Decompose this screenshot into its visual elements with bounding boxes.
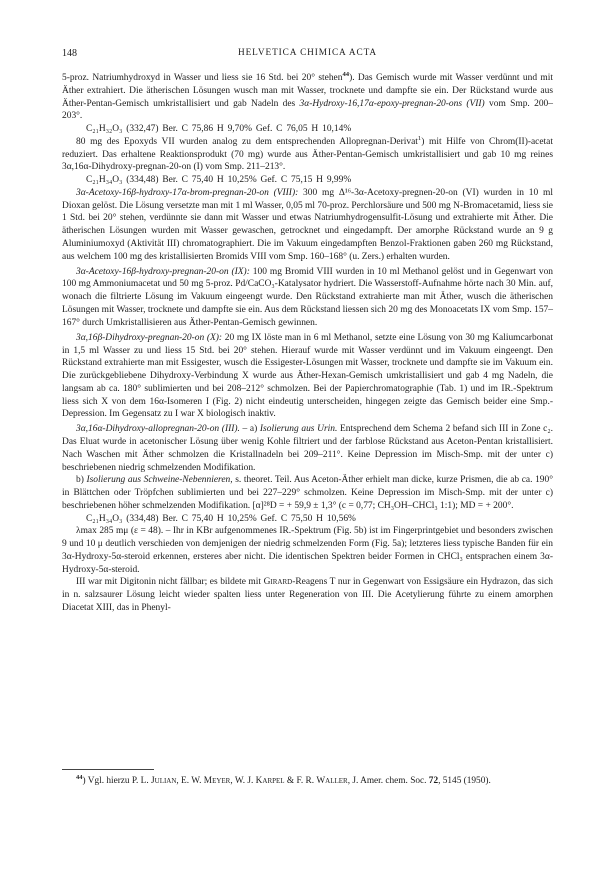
text-span: 20 mg IX löste man in 6 ml Methanol, setzte eine Lösung von 30 mg Kaliumcarbonat in 1,5 ml Wasser zu und liess 15 Std. bei 20° stehen. Hierauf wurde mit Wasser verdünnt und im Vakuum eingeengt. Den Rückstand extrahierte man mit Essigester, wusch die Essigester-Lösungen mit Wasser, trocknete und dampfte sie im Vakuum ein. Die zurückgebliebene Dihydroxy-Verbindung X wurde aus Äther-Hexan-Gemisch umkristallisiert und gab 4 mg Nadeln, die langsam ab ca. 180° sublimierten und bei 208–212° schmolzen. Bei der Papierchromatographie (Tab. 1) und im IR.-Spektrum liess sich X von dem 16α-Isomeren I (Fig. 2) nicht eindeutig unterscheiden, hingegen zeigte das Gemisch beider eine Smp.-Depression. Im Gegensatz zu I war X biologisch inaktiv. (62, 332, 553, 420)
author-name: Julian (151, 776, 177, 786)
footnote-44 (62, 775, 553, 787)
text-span: b) (76, 475, 87, 486)
text-span: , W. J. (230, 776, 256, 786)
page-number: 148 (62, 48, 77, 59)
author-name: Karpel (255, 776, 285, 786)
text-span: ) Vgl. hierzu P. L. (82, 776, 152, 786)
text-span: 5-proz. Natriumhydroxyd in Wasser und liess sie 16 Std. bei 20° stehen (62, 73, 343, 83)
elemental-analysis-3: C₂₁H₃₄O₃ (334,48) Ber. C 75,40 H 10,25% Gef. C 75,50 H 10,56% (86, 513, 356, 524)
footnote-divider (62, 769, 154, 770)
subsection-title: Isolierung aus Urin. (259, 424, 338, 435)
elemental-analysis-2: C₂₁H₃₄O₃ (334,48) Ber. C 75,40 H 10,25% Gef. C 75,15 H 9,99% (86, 175, 352, 185)
section-title: 3α,16β-Dihydroxy-pregnan-20-on (X): (76, 332, 223, 343)
text-span: 100 mg Bromid VIII wurden in 10 ml Methanol gelöst und in Gegenwart von 100 mg Ammoniumacetat und 50 mg 5-proz. Pd/CaCO₃-Katalysator hydriert. Die Wasserstoff-Aufnahme hörte nach 30 Min. auf, wonach die filtrierte Lösung im Vakuum eingeengt wurde. Den Rückstand extrahierte man mit Äther, wusch die ätherischen Lösungen mit Wasser, trocknete und dampfte sie ein. Aus dem Rückstand liessen sich 20 mg des Monoacetats IX vom Smp. 157–167° durch Umkristallisieren aus Äther-Pentan-Gemisch gewinnen. (62, 266, 554, 328)
footnotes (62, 775, 553, 787)
paragraph-epoxide-isolation (62, 72, 553, 123)
text-span: , J. Amer. chem. Soc. (347, 776, 429, 786)
text-span: s. theoret. Teil. Aus Aceton-Äther erhielt man dicke, kurze Prismen, die ab ca. 190° in Blättchen oder Tröpfchen sublimierten und bei 227–229° schmolzen. Keine Depression im Misch-Smp. mit der unter c) beschriebenen höher schmelzenden Modifikation. [α]²⁸D = + 59,9 ± 1,3° (c = 0,77; CH₃OH–CHCl₃ 1:1); MD = + 200°. (62, 475, 554, 511)
text-span: 80 mg des Epoxyds VII wurden analog zu dem entsprechenden Allopregnan-Derivat (76, 136, 418, 147)
author-name: Waller (316, 776, 348, 786)
lambda-max-label: λmax (76, 526, 97, 537)
text-span: & F. R. (284, 776, 317, 786)
footnote-marker: 44 (76, 773, 83, 781)
text-span: ). Das Gemisch wurde mit Wasser verdünnt und mit Äther extrahiert. Die ätherischen Lösungen wusch man mit Wasser, trocknete und dampfte sie ein. Der Rückstand wurde aus Äther-Pentan-Gemisch umkristallisiert und gab Nadeln des (62, 73, 553, 109)
paragraph-monoacetate-ix (62, 266, 553, 330)
paragraph-digitonin (62, 576, 553, 614)
text-span: 285 mμ (ε = 48). – Ihr in KBr aufgenommenes IR.-Spektrum (Fig. 5b) ist im Fingerprintgebiet und besonders zwischen 9 und 10 μ deutlich verschieden von demjenigen der niedrig schmelzenden Form (Fig. 5a); letzteres liess typische Banden für ein 3α-Hydroxy-5α-steroid erkennen, ersteres aber nicht. Die identischen Spektren beider Formen in CHCl₃ entsprachen einem 3α-Hydroxy-5α-steroid. (62, 526, 553, 575)
journal-volume: 72 (428, 776, 439, 786)
text-span: III war mit Digitonin nicht fällbar; es bildete mit (76, 577, 264, 588)
paragraph-allopregnan-iii (62, 423, 553, 474)
footnote-ref-44: 44 (342, 70, 350, 78)
section-title: 3α-Acetoxy-16β-hydroxy-pregnan-20-on (IX): (76, 266, 250, 277)
author-name: Meyer (203, 776, 231, 786)
text-span: , E. W. (176, 776, 204, 786)
text-span: Entsprechend dem Schema 2 befand sich III in Zone c₂. Das Eluat wurde in acetonischer Lösung über wenig Kohle filtriert und der farblose Rückstand aus Aceton-Pentan kristallisiert. Nach Waschen mit Äther schmolzen die Kristallnadeln bei 209–211°. Keine Depression im Misch-Smp. mit der unter c) beschriebenen niedrig schmelzenden Modifikation. (62, 424, 553, 473)
text-span: 300 mg Δ¹⁶-3α-Acetoxy-pregnen-20-on (VI) wurden in 10 ml Dioxan gelöst. Die Lösung versetzte man mit 1 ml Wasser, 0,05 ml 70-proz. Perchlorsäure und 500 mg N-Bromacetamid, liess sie 1 Std. bei 20° stehen, verdünnte sie dann mit Wasser und etwas Natriumhydrogensulfit-Lösung und extrahierte mit Äther. Die ätherischen Lösungen wurden mit Wasser gewaschen, getrocknet und eingedampft. Der amorphe Rückstand wurde an 9 g Aluminiumoxyd (Aktivität III) chromatographiert. Die im Vakuum eingedampften Benzol-Fraktionen gaben 260 mg Rückstand, aus welchem 100 mg des kristallisierten Bromids VIII vom Smp. 160–168° (u. Zers.) erhalten wurden. (62, 187, 553, 262)
page-header (62, 48, 553, 62)
footnote-ref-1: 1 (417, 134, 422, 142)
text-span: – a) (239, 424, 260, 435)
subsection-title: Isolierung aus Schweine-Nebennieren, (86, 475, 233, 486)
body-text (62, 72, 553, 615)
paragraph-dihydroxy-x (62, 332, 553, 421)
reagent-name: Girard (263, 577, 293, 588)
text-span: ) mit Hilfe von Chrom(II)-acetat reduziert. Das erhaltene Reaktionsprodukt (70 mg) wurde aus Äther-Pentan-Gemisch umkristallisiert und gab 10 mg reines 3α,16α-Dihydroxy-pregnan-20-on (I) vom Smp. 211–213°. (62, 136, 553, 173)
section-title: 3α,16α-Dihydroxy-allopregnan-20-on (III). (76, 424, 240, 435)
text-span: , 5145 (1950). (438, 776, 491, 786)
paragraph-bromide-viii (62, 187, 553, 264)
paragraph-spectra (62, 525, 553, 576)
journal-title: HELVETICA CHIMICA ACTA (237, 48, 378, 58)
compound-name: 3α-Hydroxy-16,17α-epoxy-pregnan-20-ons (VII) (299, 98, 485, 109)
text-span: -Reagens T nur in Gegenwart von Essigsäure ein Hydrazon, das sich in n. salzsaurer Lösung leicht wieder spalten liess unter Regeneration von III. Die Acetylierung führte zu einem amorphen Diacetat XIII, das in Phenyl- (62, 577, 553, 613)
elemental-analysis-1: C₂₁H₃₂O₃ (332,47) Ber. C 75,86 H 9,70% Gef. C 76,05 H 10,14% (86, 124, 352, 134)
paragraph-reduction (62, 136, 553, 174)
section-title: 3α-Acetoxy-16β-hydroxy-17α-brom-pregnan-20-on (VIII): (76, 187, 299, 198)
text-span: vom Smp. 200–203°. (62, 98, 553, 122)
paragraph-adrenal-isolation (62, 474, 553, 512)
